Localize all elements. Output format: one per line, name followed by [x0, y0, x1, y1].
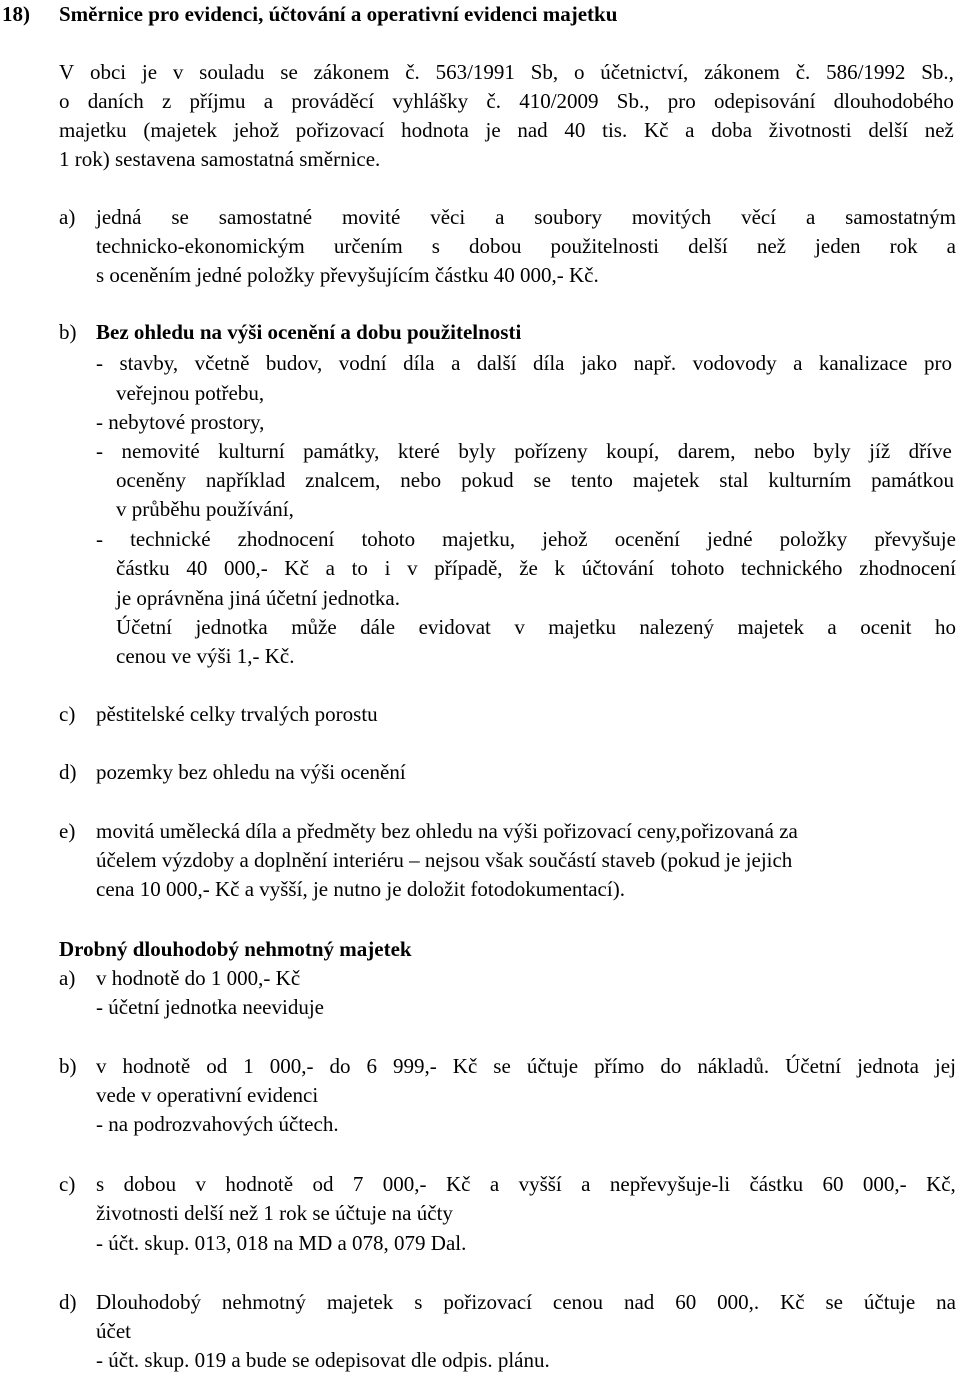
word: pořizovací — [295, 118, 385, 142]
section-b-line: je oprávněna jiná účetní jednotka. — [116, 586, 400, 610]
word: od — [312, 1172, 334, 1196]
word: pokud — [461, 468, 514, 492]
word: kanalizace — [818, 351, 908, 375]
word: Sb., — [921, 60, 954, 84]
word: a — [581, 1172, 591, 1196]
word: památkou — [871, 468, 954, 492]
word: Dlouhodobý — [96, 1290, 201, 1314]
section-b-line: veřejnou potřebu, — [116, 381, 265, 405]
section-b-heading: Bez ohledu na výši ocenění a dobu použitelnosti — [96, 320, 522, 344]
word: majetek — [737, 615, 804, 639]
word: k — [554, 556, 566, 580]
word: nehmotný — [221, 1290, 306, 1314]
word: oceněny — [116, 468, 186, 492]
word: z — [161, 89, 172, 113]
word: další — [476, 351, 517, 375]
word: tohoto — [361, 527, 416, 551]
word: evidovat — [418, 615, 491, 639]
word: částku — [116, 556, 170, 580]
word: dobou — [468, 234, 522, 258]
word: příjmu — [189, 89, 246, 113]
word: znalcem, — [305, 468, 381, 492]
list-marker: a) — [59, 205, 76, 229]
word: 000,. — [717, 1290, 760, 1314]
section-e-line: účelem výzdoby a doplnění interiéru – nejsou však součástí staveb (pokud je jejich — [96, 848, 793, 872]
word: jehož — [542, 527, 588, 551]
section-e-line: movitá umělecká díla a předměty bez ohledu na výši pořizovací ceny,pořizovaná za — [96, 819, 798, 843]
section-a-line: s oceněním jedné položky převyšujícím částku 40 000,- Kč. — [96, 263, 599, 287]
word: a — [946, 234, 956, 258]
word: V — [59, 60, 75, 84]
word: s — [431, 234, 440, 258]
word: 586/1992 — [826, 60, 906, 84]
word: a — [827, 615, 837, 639]
list-marker: b) — [59, 320, 77, 344]
word: majetku, — [442, 527, 516, 551]
word: a — [805, 205, 816, 229]
list-marker: c) — [59, 1172, 76, 1196]
word: 410/2009 — [519, 89, 599, 113]
section-d-text: pozemky bez ohledu na výši ocenění — [96, 760, 406, 784]
word: účtování — [581, 556, 655, 580]
word: a — [793, 351, 803, 375]
word: 000,- — [224, 556, 268, 580]
word: hodnota — [401, 118, 469, 142]
word: Účetní — [116, 615, 172, 639]
word: samostatné — [218, 205, 313, 229]
word: na — [936, 1290, 956, 1314]
section-b-line: - nebytové prostory, — [96, 410, 265, 434]
word: nemovité — [121, 439, 200, 463]
word: majetku — [548, 615, 616, 639]
list-marker: e) — [59, 819, 76, 843]
word: ocenění — [614, 527, 680, 551]
word: 60 — [675, 1290, 697, 1314]
section-c-text: pěstitelské celky trvalých porostu — [96, 702, 378, 726]
section-b-line — [116, 617, 956, 638]
word: Sb., — [616, 89, 650, 113]
word: technicko-ekonomickým — [96, 234, 305, 258]
word: Sb, — [530, 60, 559, 84]
word: 000,- — [269, 1054, 314, 1078]
word: pro — [923, 351, 952, 375]
word: hodnotě — [122, 1054, 191, 1078]
list-marker: a) — [59, 966, 76, 990]
word: např. — [633, 351, 677, 375]
word: (majetek — [143, 118, 217, 142]
word: do — [329, 1054, 351, 1078]
word: nalezený — [639, 615, 715, 639]
word: nebo — [754, 439, 795, 463]
word: 6 — [366, 1054, 377, 1078]
word: se — [533, 468, 551, 492]
word: vyhlášky — [392, 89, 469, 113]
word: a — [495, 205, 505, 229]
word: nad — [517, 118, 548, 142]
word: zhodnocení — [859, 556, 956, 580]
word: rok — [889, 234, 918, 258]
word: jedné — [707, 527, 753, 551]
word: Kč — [643, 118, 669, 142]
word: cenou — [552, 1290, 604, 1314]
word: delší — [688, 234, 728, 258]
word: o — [573, 60, 585, 84]
word: zhodnocení — [237, 527, 335, 551]
word: doba — [711, 118, 753, 142]
word: v — [172, 60, 184, 84]
word: jej — [934, 1054, 956, 1078]
word: - — [96, 351, 103, 375]
word: Kč — [284, 556, 309, 580]
subsection-heading: Drobný dlouhodobý nehmotný majetek — [59, 937, 412, 961]
word: 1 — [243, 1054, 254, 1078]
word: než — [924, 118, 954, 142]
word: Kč, — [926, 1172, 956, 1196]
drobny-c-line — [96, 1174, 956, 1195]
word: je — [485, 118, 501, 142]
word: v — [514, 615, 525, 639]
word: a — [263, 89, 274, 113]
word: se — [493, 1054, 511, 1078]
word: daních — [87, 89, 144, 113]
word: určením — [333, 234, 403, 258]
drobny-d-line: účet — [96, 1319, 131, 1343]
word: nákladů. — [697, 1054, 770, 1078]
section-title: Směrnice pro evidenci, účtování a operativní evidenci majetku — [59, 2, 618, 26]
word: obci — [89, 60, 127, 84]
list-marker: b) — [59, 1054, 77, 1078]
word: pořizovací — [443, 1290, 532, 1314]
word: Kč — [780, 1290, 805, 1314]
word: ho — [934, 615, 956, 639]
word: 60 — [822, 1172, 844, 1196]
intro-line: 1 rok) sestavena samostatná směrnice. — [59, 147, 381, 171]
word: byly — [458, 439, 496, 463]
word: může — [291, 615, 337, 639]
word: byly — [813, 439, 851, 463]
intro-line — [59, 120, 954, 141]
word: kulturním — [768, 468, 852, 492]
word: dříve — [908, 439, 952, 463]
list-marker: d) — [59, 760, 77, 784]
word: č. — [795, 60, 811, 84]
word: v — [96, 1054, 107, 1078]
word: se — [171, 205, 189, 229]
drobny-b-line: - na podrozvahových účtech. — [96, 1112, 339, 1136]
drobny-c-line: životnosti delší než 1 rok se účtuje na účty — [96, 1201, 453, 1225]
word: darem, — [677, 439, 736, 463]
list-marker: c) — [59, 702, 76, 726]
word: dlouhodobého — [833, 89, 954, 113]
word: vodovody — [692, 351, 777, 375]
word: majetku — [59, 118, 127, 142]
word: s — [96, 1172, 105, 1196]
word: a — [489, 1172, 500, 1196]
word: a — [685, 118, 695, 142]
word: hodnotě — [225, 1172, 294, 1196]
word: díla — [533, 351, 565, 375]
drobny-a-line: - účetní jednotka neeviduje — [96, 995, 324, 1019]
section-b-line — [116, 558, 956, 579]
word: 563/1991 — [435, 60, 515, 84]
word: nebo — [400, 468, 442, 492]
word: č. — [486, 89, 501, 113]
word: jehož — [233, 118, 280, 142]
word: technické — [130, 527, 211, 551]
word: jedná — [96, 205, 142, 229]
section-number: 18) — [2, 2, 30, 26]
word: jíž — [869, 439, 891, 463]
word: je — [141, 60, 158, 84]
section-a-line — [96, 236, 956, 257]
word: i — [384, 556, 391, 580]
word: 000,- — [862, 1172, 907, 1196]
section-e-line: cena 10 000,- Kč a vyšší, je nutno je doložit fotodokumentací). — [96, 877, 625, 901]
word: - — [96, 439, 103, 463]
word: Kč — [452, 1054, 478, 1078]
word: prováděcí — [291, 89, 375, 113]
word: do — [660, 1054, 682, 1078]
word: jako — [580, 351, 618, 375]
word: pro — [667, 89, 696, 113]
section-b-line — [96, 529, 956, 550]
word: koupí, — [606, 439, 660, 463]
word: movitých — [631, 205, 712, 229]
word: účtuje — [863, 1290, 916, 1314]
word: Kč — [445, 1172, 471, 1196]
word: účetnictví, — [600, 60, 689, 84]
word: tento — [570, 468, 613, 492]
word: ocenit — [860, 615, 912, 639]
word: zákonem — [313, 60, 390, 84]
word: převyšuje — [874, 527, 956, 551]
word: vyšší — [518, 1172, 562, 1196]
word: 40 — [564, 118, 586, 142]
word: že — [519, 556, 538, 580]
word: v — [195, 1172, 206, 1196]
word: stal — [719, 468, 749, 492]
word: Účetní — [785, 1054, 842, 1078]
word: o — [59, 89, 70, 113]
intro-line — [59, 62, 954, 83]
word: tis. — [602, 118, 628, 142]
word: 999,- — [393, 1054, 437, 1078]
word: dále — [360, 615, 396, 639]
word: nad — [623, 1290, 655, 1314]
drobny-c-line: - účt. skup. 013, 018 na MD a 078, 079 Dal. — [96, 1231, 467, 1255]
word: než — [756, 234, 786, 258]
drobny-d-line: - účt. skup. 019 a bude se odepisovat dle odpis. plánu. — [96, 1348, 550, 1372]
word: například — [205, 468, 286, 492]
section-b-line — [116, 470, 954, 491]
word: v — [407, 556, 418, 580]
word: s — [414, 1290, 423, 1314]
word: jeden — [815, 234, 861, 258]
word: od — [206, 1054, 228, 1078]
word: tohoto — [670, 556, 725, 580]
word: věcí — [741, 205, 777, 229]
word: pořízeny — [514, 439, 588, 463]
word: přímo — [594, 1054, 645, 1078]
word: budov, — [265, 351, 323, 375]
word: technického — [741, 556, 843, 580]
word: - — [96, 527, 103, 551]
word: se — [280, 60, 298, 84]
word: č. — [405, 60, 420, 84]
word: soubory — [534, 205, 602, 229]
word: částku — [749, 1172, 804, 1196]
word: jednotka — [195, 615, 268, 639]
word: majetek — [326, 1290, 394, 1314]
list-marker: d) — [59, 1290, 77, 1314]
drobny-a-line: v hodnotě do 1 000,- Kč — [96, 966, 301, 990]
word: účtuje — [526, 1054, 579, 1078]
word: díla — [403, 351, 435, 375]
word: použitelnosti — [550, 234, 660, 258]
word: kulturní — [218, 439, 285, 463]
drobny-d-line — [96, 1292, 956, 1313]
word: které — [397, 439, 440, 463]
intro-line — [59, 91, 954, 112]
word: majetek — [632, 468, 700, 492]
word: delší — [868, 118, 908, 142]
word: 7 — [352, 1172, 364, 1196]
word: a — [325, 556, 335, 580]
section-a-line — [96, 207, 956, 228]
word: stavby, — [119, 351, 179, 375]
word: nepřevyšuje-li — [609, 1172, 731, 1196]
section-b-line — [96, 353, 952, 374]
word: včetně — [194, 351, 250, 375]
word: se — [825, 1290, 843, 1314]
word: životnosti — [768, 118, 852, 142]
word: 40 — [186, 556, 208, 580]
word: samostatným — [845, 205, 956, 229]
word: vodní — [338, 351, 387, 375]
word: jednota — [857, 1054, 919, 1078]
word: 000,- — [382, 1172, 427, 1196]
word: památky, — [303, 439, 380, 463]
word: to — [351, 556, 368, 580]
word: a — [451, 351, 461, 375]
word: dobou — [123, 1172, 177, 1196]
word: movité — [341, 205, 401, 229]
word: odepisování — [713, 89, 816, 113]
word: zákonem — [704, 60, 780, 84]
drobny-b-line: vede v operativní evidenci — [96, 1083, 319, 1107]
word: věci — [430, 205, 466, 229]
word: souladu — [199, 60, 265, 84]
word: položky — [779, 527, 848, 551]
section-b-line: cenou ve výši 1,- Kč. — [116, 644, 295, 668]
section-b-line — [96, 441, 952, 462]
word: případě, — [434, 556, 503, 580]
section-b-line: v průběhu používání, — [116, 497, 294, 521]
drobny-b-line — [96, 1056, 956, 1077]
